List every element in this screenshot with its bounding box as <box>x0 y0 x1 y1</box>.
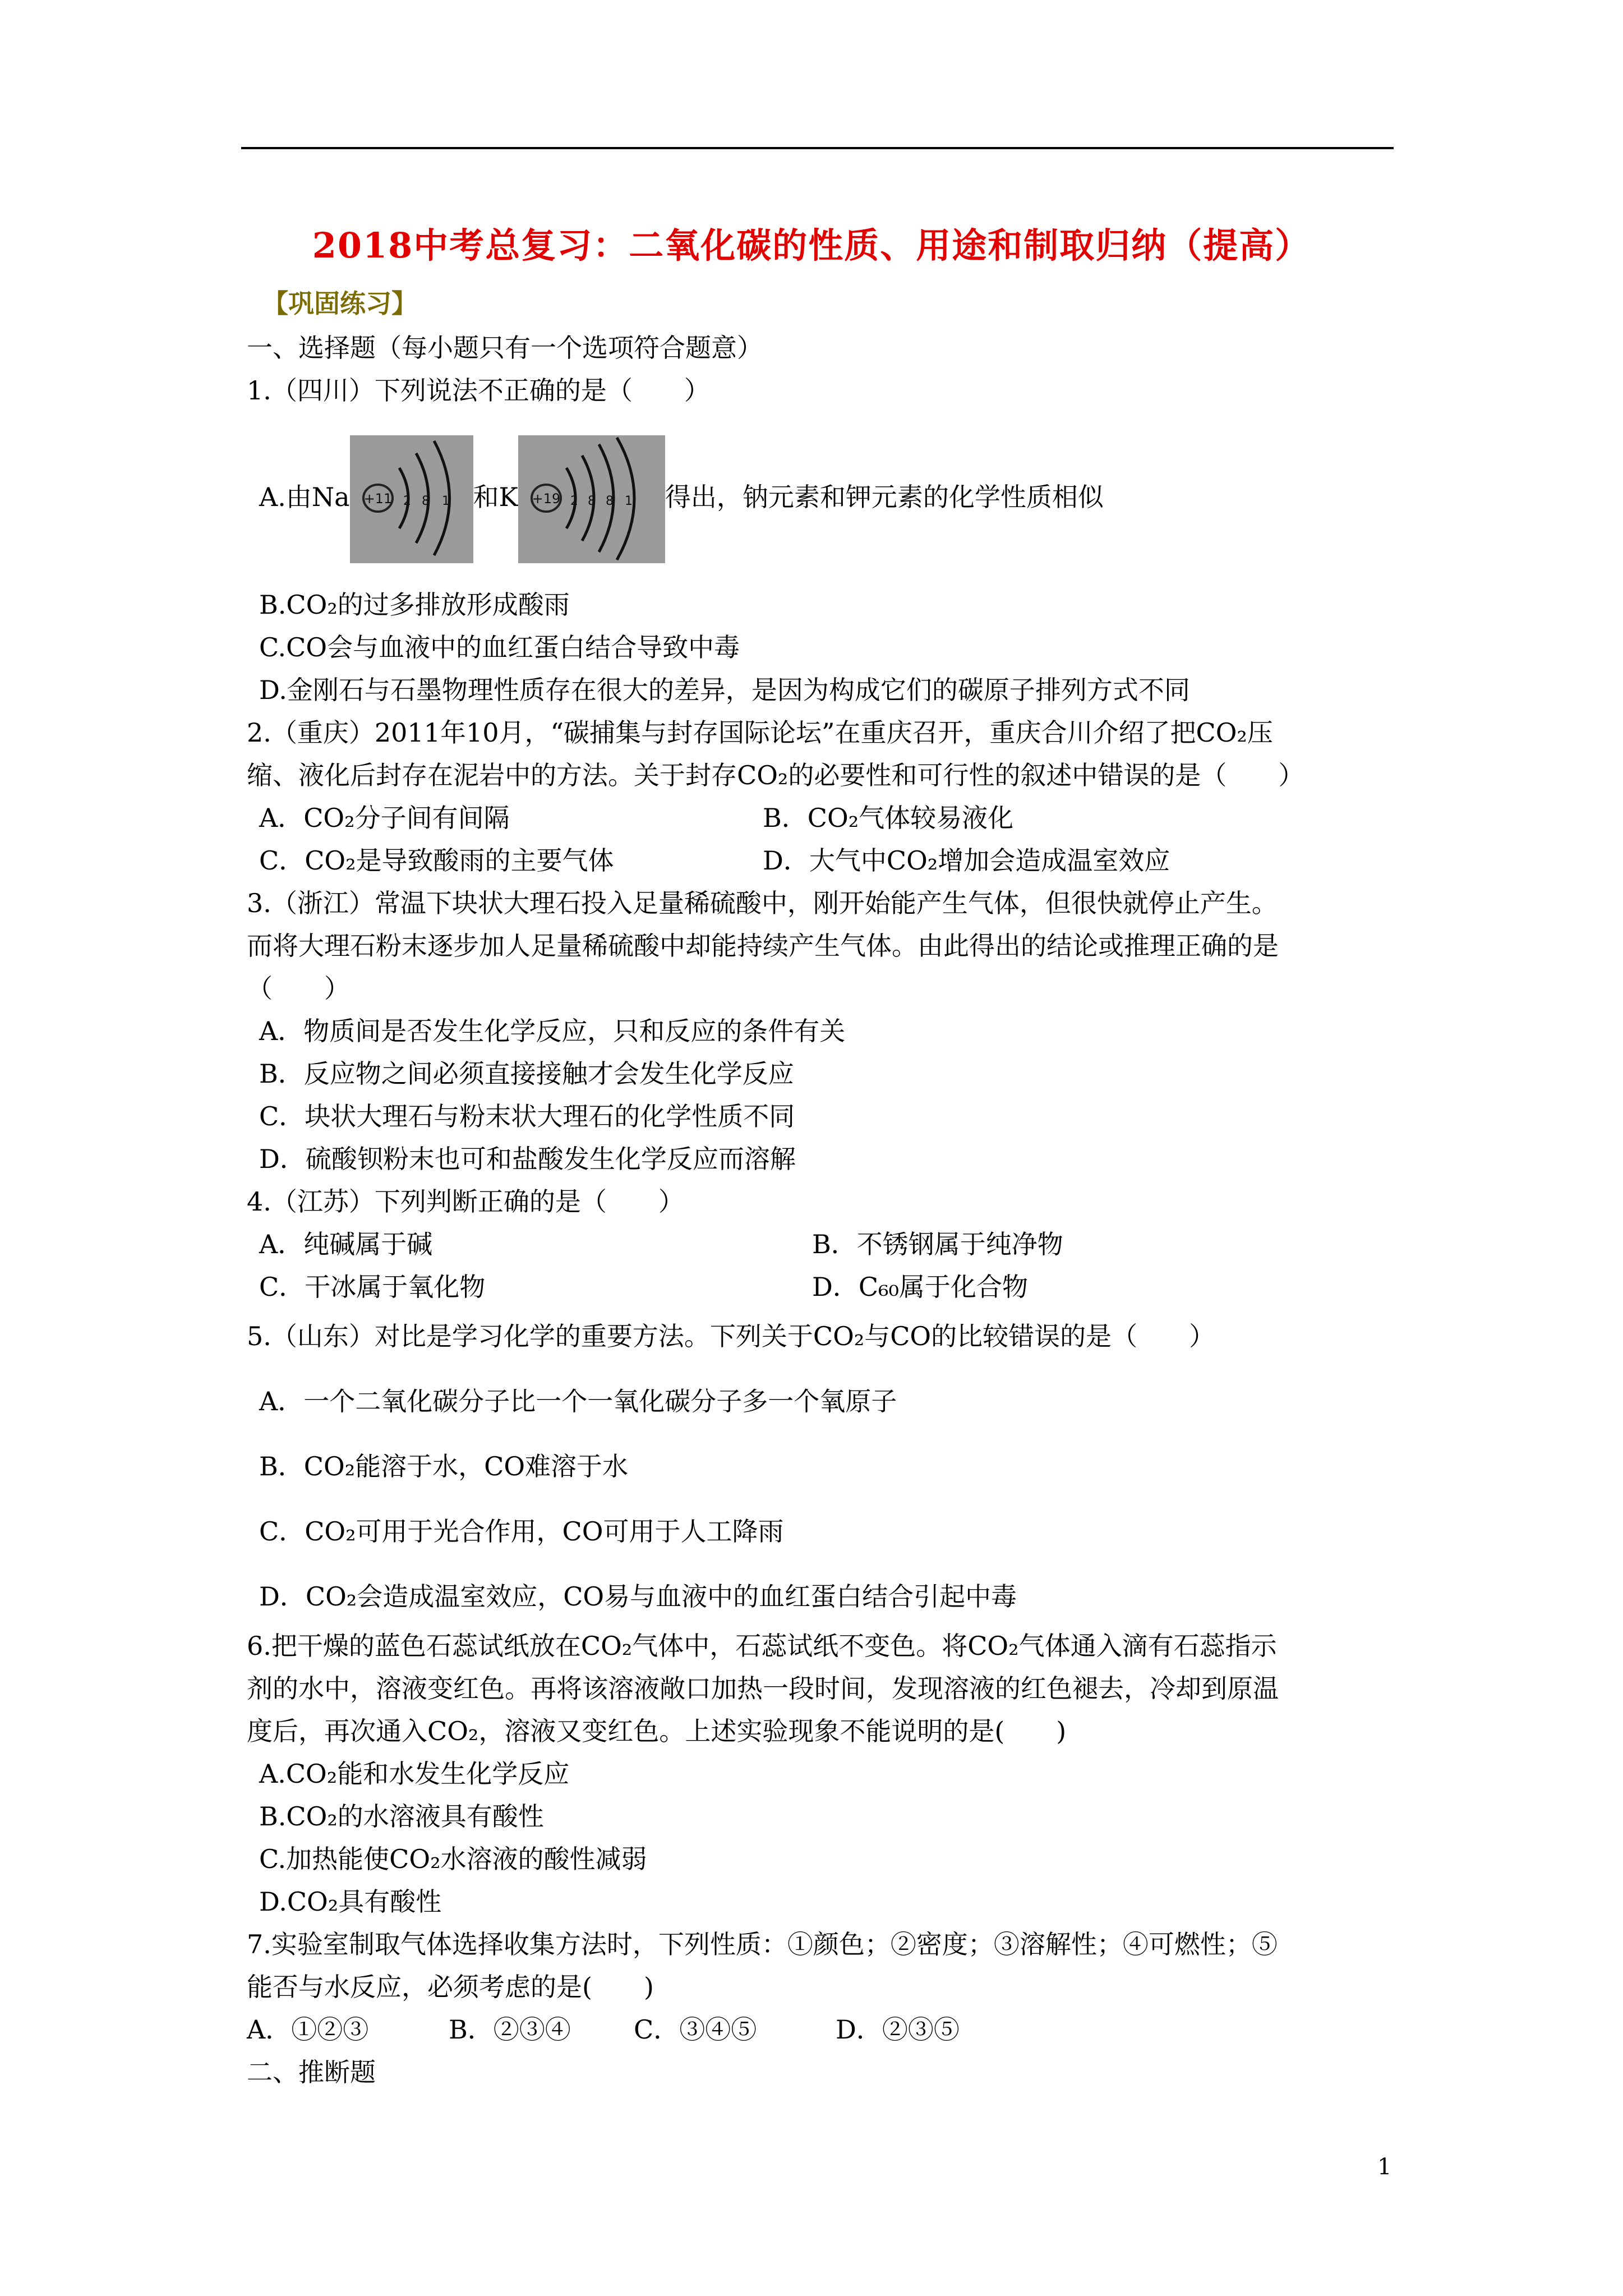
q4-option-c: C．干冰属于氧化物 <box>259 1272 486 1302</box>
q7-option-d: D．②③⑤ <box>836 2014 960 2045</box>
q4-option-a: A．纯碱属于碱 <box>259 1229 433 1259</box>
q7-option-c: C．③④⑤ <box>634 2014 757 2045</box>
k-nucleus-label: +19 <box>532 491 561 507</box>
q1-option-a <box>259 431 1104 563</box>
q1-stem: 1.（四川）下列说法不正确的是（ ） <box>247 375 710 406</box>
q2-option-a: A．CO₂分子间有间隔 <box>259 803 510 833</box>
na-atom-diagram <box>350 435 473 563</box>
q3-option-d: D．硫酸钡粉末也可和盐酸发生化学反应而溶解 <box>259 1144 796 1174</box>
k-shell-3-label: 8 <box>605 494 614 508</box>
na-shell-2-label: 8 <box>421 494 430 508</box>
q1-option-b: B.CO₂的过多排放形成酸雨 <box>259 590 570 620</box>
k-shell-4-label: 1 <box>624 494 633 508</box>
q5-stem: 5.（山东）对比是学习化学的重要方法。下列关于CO₂与CO的比较错误的是（ ） <box>247 1321 1215 1351</box>
q6-line-3: 度后，再次通入CO₂，溶液又变红色。上述实验现象不能说明的是( ) <box>247 1716 1067 1746</box>
na-shell-3-label: 1 <box>441 494 450 508</box>
q7-option-b: B．②③④ <box>449 2014 571 2045</box>
q1-option-d: D.金刚石与石墨物理性质存在很大的差异，是因为构成它们的碳原子排列方式不同 <box>259 675 1190 705</box>
q3-line-1: 3.（浙江）常温下块状大理石投入足量稀硫酸中，刚开始能产生气体，但很快就停止产生。 <box>247 888 1278 918</box>
q5-option-c: C．CO₂可用于光合作用，CO可用于人工降雨 <box>259 1516 784 1547</box>
q3-line-2: 而将大理石粉末逐步加人足量稀硫酸中却能持续产生气体。由此得出的结论或推理正确的是 <box>247 931 1279 961</box>
q3-option-b: B．反应物之间必须直接接触才会发生化学反应 <box>259 1059 794 1089</box>
part1-heading: 一、选择题（每小题只有一个选项符合题意） <box>247 333 763 363</box>
q1-a-prefix: A.由Na <box>259 482 350 512</box>
k-shell-2-label: 8 <box>587 494 596 508</box>
q6-line-1: 6.把干燥的蓝色石蕊试纸放在CO₂气体中，石蕊试纸不变色。将CO₂气体通入滴有石蕊指示 <box>247 1631 1277 1661</box>
q4-option-b: B．不锈钢属于纯净物 <box>812 1229 1063 1259</box>
part2-heading: 二、推断题 <box>247 2057 376 2087</box>
q7-option-a: A．①②③ <box>247 2014 369 2045</box>
page-title: 2018中考总复习：二氧化碳的性质、用途和制取归纳（提高） <box>312 225 1311 266</box>
q6-option-c: C.加热能使CO₂水溶液的酸性减弱 <box>259 1844 647 1874</box>
k-shell-1-label: 2 <box>570 494 578 508</box>
q7-line-2: 能否与水反应，必须考虑的是( ) <box>247 1972 654 2002</box>
q4-stem: 4.（江苏）下列判断正确的是（ ） <box>247 1186 684 1217</box>
q1-a-suffix: 得出，钠元素和钾元素的化学性质相似 <box>665 482 1104 512</box>
na-nucleus-label: +11 <box>363 491 392 507</box>
q5-option-a: A．一个二氧化碳分子比一个一氧化碳分子多一个氧原子 <box>259 1386 897 1416</box>
q3-option-c: C．块状大理石与粉末状大理石的化学性质不同 <box>259 1101 795 1131</box>
page-number: 1 <box>1377 2154 1392 2180</box>
q2-option-d: D．大气中CO₂增加会造成温室效应 <box>763 845 1170 876</box>
q6-option-d: D.CO₂具有酸性 <box>259 1887 442 1917</box>
q3-line-3: （ ） <box>247 973 350 1004</box>
q1-option-c: C.CO会与血液中的血红蛋白结合导致中毒 <box>259 632 740 662</box>
q3-option-a: A．物质间是否发生化学反应，只和反应的条件有关 <box>259 1016 846 1046</box>
q2-line-2: 缩、液化后封存在泥岩中的方法。关于封存CO₂的必要性和可行性的叙述中错误的是（ ） <box>247 760 1304 790</box>
q6-line-2: 剂的水中，溶液变红色。再将该溶液敞口加热一段时间，发现溶液的红色褪去，冷却到原温 <box>247 1673 1279 1704</box>
q4-option-d: D．C₆₀属于化合物 <box>812 1272 1028 1302</box>
q2-option-c: C．CO₂是导致酸雨的主要气体 <box>259 845 614 876</box>
q6-option-b: B.CO₂的水溶液具有酸性 <box>259 1801 544 1832</box>
q2-line-1: 2.（重庆）2011年10月，“碳捕集与封存国际论坛”在重庆召开，重庆合川介绍了把CO₂压 <box>247 717 1273 748</box>
q1-a-mid: 和K <box>473 482 518 512</box>
q7-line-1: 7.实验室制取气体选择收集方法时，下列性质：①颜色；②密度；③溶解性；④可燃性；⑤ <box>247 1929 1278 1959</box>
q5-option-d: D．CO₂会造成温室效应，CO易与血液中的血红蛋白结合引起中毒 <box>259 1581 1017 1612</box>
header-rule <box>241 147 1394 149</box>
k-atom-diagram <box>518 435 665 563</box>
q5-option-b: B．CO₂能溶于水，CO难溶于水 <box>259 1451 629 1481</box>
na-shell-1-label: 2 <box>403 494 411 508</box>
q2-option-b: B．CO₂气体较易液化 <box>763 803 1014 833</box>
q6-option-a: A.CO₂能和水发生化学反应 <box>259 1759 570 1789</box>
section-tag: 【巩固练习】 <box>262 288 417 319</box>
